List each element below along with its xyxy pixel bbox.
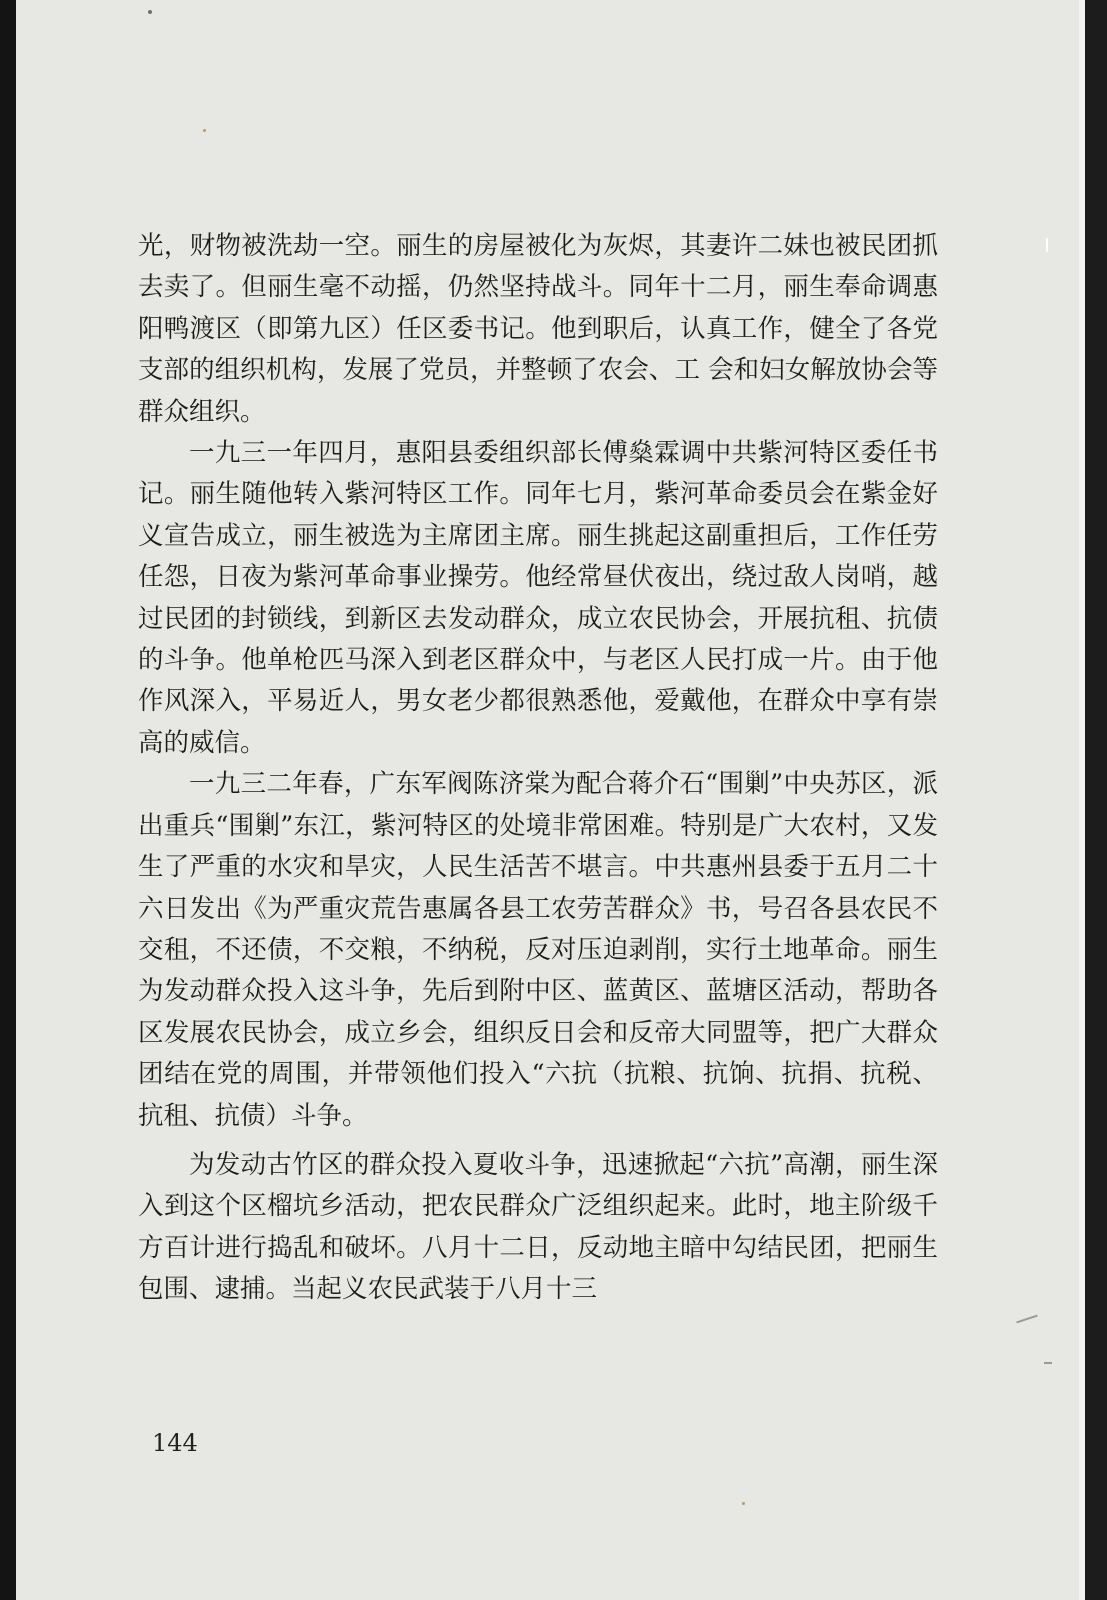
paragraph-2: 一九三一年四月，惠阳县委组织部长傅燊霖调中共紫河特区委任书记。丽生随他转入紫河特区工作。同年七月，紫河革命委员会在紫金好义宣告成立，丽生被选为主席团主席。丽生挑起这副重担后，工作任劳任怨，日夜为紫河革命事业操劳。他经常昼伏夜出，绕过敌人岗哨，越过民团的封锁线，到新区去发动群众，成立农民协会，开展抗租、抗债的斗争。他单枪匹马深入到老区群众中，与老区人民打成一片。由于他作风深入，平易近人，男女老少都很熟悉他，爱戴他，在群众中享有崇高的威信。: [138, 438, 938, 758]
paper-fleck: [742, 1502, 745, 1505]
paper-fleck: [203, 129, 206, 132]
scan-border-right: [1085, 0, 1107, 1600]
paragraph-3: 一九三二年春，广东军阀陈济棠为配合蒋介石“围剿”中央苏区，派出重兵“围剿”东江，紫河特区的处境非常困难。特别是广大农村，又发生了严重的水灾和旱灾，人民生活苦不堪言。中共惠州县委于五月二十六日发出《为严重灾荒告惠属各县工农劳苦群众》书，号召各县农民不交租，不还债，不交粮，不纳税，反对压迫剥削，实行土地革命。丽生为发动群众投入这斗争，先后到附中区、蓝黄区、蓝塘区活动，帮助各区发展农民协会，成立乡会，组织反日会和反帝大同盟等，把广大群众团结在党的周围，并带领他们投入“六抗（抗粮、抗饷、抗捐、抗税、抗租、抗债）斗争。: [138, 769, 938, 1131]
print-speck: [148, 10, 152, 14]
paragraph-1: 光，财物被洗劫一空。丽生的房屋被化为灰烬，其妻许二妹也被民团抓去卖了。但丽生毫不动摇，仍然坚持战斗。同年十二月，丽生奉命调惠阳鸭渡区（即第九区）任区委书记。他到职后，认真工作，健全了各党支部的组织机构，发展了党员，并整顿了农会、工 会和妇女解放协会等群众组织。: [138, 231, 938, 427]
pencil-mark: [1044, 1362, 1052, 1364]
page-number: 144: [152, 1429, 198, 1457]
body-text: [138, 226, 938, 1311]
pencil-mark: [1016, 1315, 1038, 1324]
scan-border-left: [0, 0, 16, 1600]
paragraph-4: 为发动古竹区的群众投入夏收斗争，迅速掀起“六抗”高潮，丽生深入到这个区榴坑乡活动，把农民群众广泛组织起来。此时，地主阶级千方百计进行捣乱和破坏。八月十二日，反动地主暗中勾结民团，把丽生包围、逮捕。当起义农民武装于八月十三: [138, 1149, 938, 1305]
paper-scratch: [1046, 238, 1048, 252]
